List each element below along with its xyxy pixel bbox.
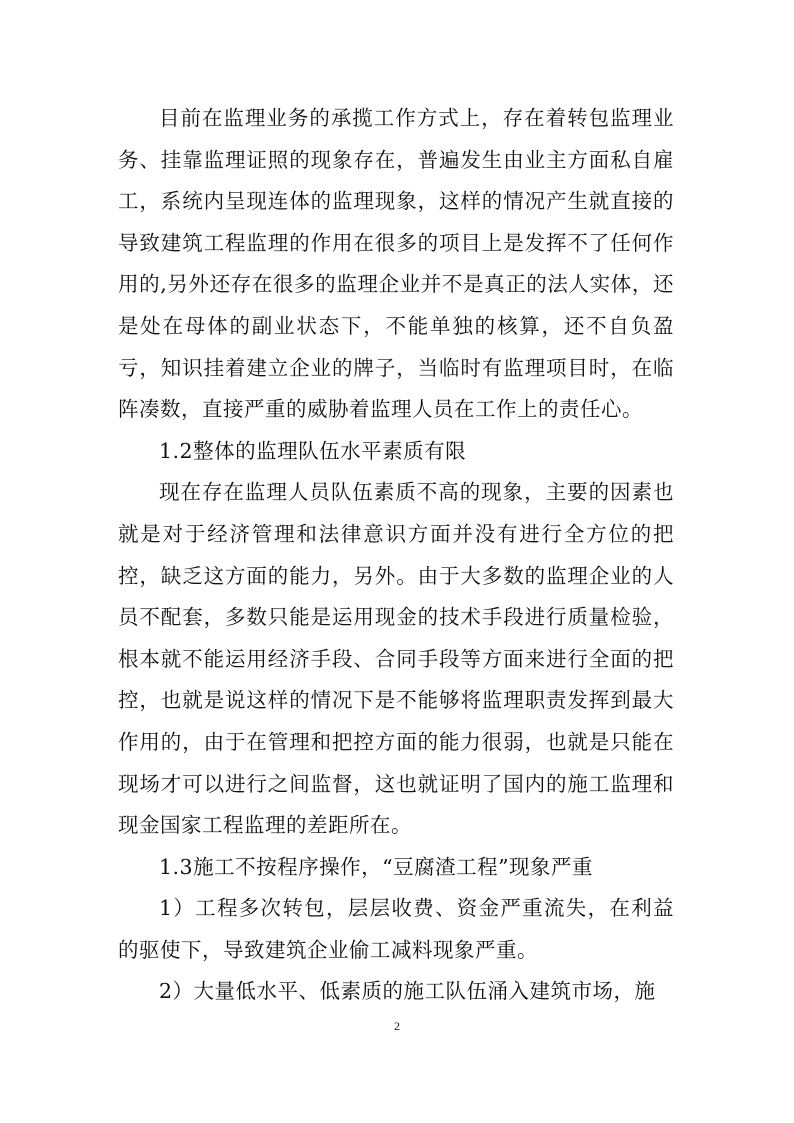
section-heading-1-2: 1.2整体的监理队伍水平素质有限 (159, 438, 467, 463)
page-number: 2 (394, 1019, 400, 1033)
document-body (118, 98, 674, 1013)
list-item-2: 2）大量低水平、低素质的施工队伍涌入建筑市场，施 (159, 979, 656, 1004)
section-heading-1-3: 1.3施工不按程序操作，“豆腐渣工程”现象严重 (159, 854, 594, 879)
paragraph-2: 现在存在监理人员队伍素质不高的现象，主要的因素也就是对于经济管理和法律意识方面并没有进行全方位的把控，缺乏这方面的能力，另外。由于大多数的监理企业的人员不配套，多数只能是运用现金的技术手段进行质量检验，根本就不能运用经济手段、合同手段等方面来进行全面的把控，也就是说这样的情况下是不能够将监理职责发挥到最大作用的，由于在管理和把控方面的能力很弱，也就是只能在现场才可以进行之间监督，这也就证明了国内的施工监理和现金国家工程监理的差距所在。 (118, 480, 674, 838)
list-item-1: 1）工程多次转包，层层收费、资金严重流失，在利益的驱使下，导致建筑企业偷工减料现象严重。 (118, 896, 674, 962)
paragraph-1: 目前在监理业务的承揽工作方式上，存在着转包监理业务、挂靠监理证照的现象存在，普遍发生由业主方面私自雇工，系统内呈现连体的监理现象，这样的情况产生就直接的导致建筑工程监理的作用在很多的项目上是发挥不了任何作用的,另外还存在很多的监理企业并不是真正的法人实体，还是处在母体的副业状态下，不能单独的核算，还不自负盈亏，知识挂着建立企业的牌子，当临时有监理项目时，在临阵凑数，直接严重的威胁着监理人员在工作上的责任心。 (118, 106, 674, 422)
